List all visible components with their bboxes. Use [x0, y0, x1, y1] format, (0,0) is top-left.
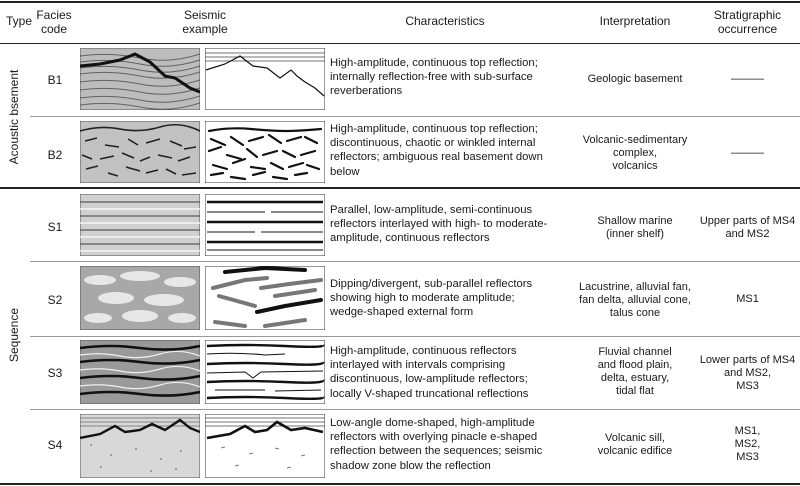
characteristics-b1-line3: reverberations [330, 85, 403, 98]
stratigraphic-s1-line2: and MS2 [725, 228, 770, 240]
interpretation-b1 [575, 73, 695, 86]
seismic-image-s3 [80, 340, 200, 404]
header-facies-code [34, 8, 74, 36]
row-divider-s1-s2 [30, 261, 800, 262]
characteristics-s1-line2: reflectors interlayed with high- to moderate- [330, 218, 548, 231]
stratigraphic-s3-line1: Lower parts of MS4 [699, 354, 796, 366]
stratigraphic-s2 [695, 293, 800, 306]
top-rule [0, 1, 800, 3]
facies-code-s1: S1 [47, 220, 63, 234]
characteristics-s1-line3: amplitude, continuous reflectors [330, 232, 490, 245]
interpretation-s2 [575, 281, 695, 320]
characteristics-s4 [330, 416, 570, 473]
header-facies-line1: Facies [36, 8, 72, 22]
interpretation-s1-line1: Shallow marine [597, 215, 673, 227]
header-stratigraphic [695, 8, 800, 36]
seismic-drawing-b1 [205, 48, 325, 110]
stratigraphic-s2-line1: MS1 [736, 293, 759, 305]
stratigraphic-s4-line1: MS1, [734, 425, 761, 437]
stratigraphic-b1-dash: ——— [731, 73, 764, 85]
interpretation-s4-line1: Volcanic sill, [605, 432, 665, 444]
row-divider-b1-b2 [30, 116, 800, 117]
row-divider-s3-s4 [30, 409, 800, 410]
characteristics-b2-line2: discontinuous, chaotic or winkled internal [330, 137, 536, 150]
interpretation-s3-line3: delta, estuary, [600, 372, 670, 384]
characteristics-b2 [330, 122, 570, 179]
facies-code-b1: B1 [47, 73, 63, 87]
header-interpretation: Interpretation [599, 14, 671, 28]
header-rule [0, 43, 800, 44]
seismic-image-s2 [80, 266, 200, 330]
seismic-image-b2 [80, 121, 200, 183]
characteristics-b1 [330, 56, 570, 99]
header-seismic-line2: example [182, 22, 228, 36]
interpretation-b2-line3: volcanics [612, 160, 658, 172]
seismic-drawing-s2 [205, 266, 325, 330]
characteristics-s3-line4: locally V-shaped truncational reflections [330, 387, 529, 400]
seismic-image-s1 [80, 194, 200, 256]
interpretation-s3-line1: Fluvial channel [598, 346, 672, 358]
stratigraphic-b2 [695, 147, 800, 160]
row-divider-s2-s3 [30, 336, 800, 337]
characteristics-s2 [330, 277, 570, 320]
stratigraphic-b1 [695, 73, 800, 86]
stratigraphic-s3-line2: and MS2, [723, 367, 772, 379]
characteristics-s3-line2: interlayed with intervals comprising [330, 359, 506, 372]
seismic-image-b1 [80, 48, 200, 110]
stratigraphic-s4-line3: MS3 [736, 451, 759, 463]
header-seismic-line1: Seismic [183, 8, 226, 22]
facies-code-s3: S3 [47, 366, 63, 380]
stratigraphic-s1 [695, 215, 800, 241]
seismic-drawing-s1 [205, 194, 325, 256]
seismic-drawing-b2 [205, 121, 325, 183]
interpretation-b2 [575, 134, 695, 173]
stratigraphic-s4 [695, 425, 800, 464]
characteristics-b1-line1: High-amplitude, continuous top reflection; [330, 57, 538, 69]
characteristics-s1-line1: Parallel, low-amplitude, semi-continuous [330, 204, 533, 216]
interpretation-s1 [575, 215, 695, 241]
group-label-sequence: Sequence [7, 307, 21, 363]
interpretation-s2-line2: fan delta, alluvial cone, [579, 294, 691, 306]
header-characteristics: Characteristics [405, 14, 485, 28]
seismic-drawing-s4 [205, 414, 325, 478]
stratigraphic-b2-dash: ——— [731, 147, 764, 159]
bottom-rule [0, 483, 800, 485]
characteristics-s2-line2: showing high to moderate amplitude; [330, 292, 515, 305]
interpretation-s2-line3: talus cone [609, 307, 661, 319]
header-strat-line2: occurrence [717, 22, 778, 36]
characteristics-s1 [330, 203, 570, 246]
interpretation-b2-line2: complex, [612, 147, 658, 159]
stratigraphic-s4-line2: MS2, [734, 438, 761, 450]
interpretation-b1-line1: Geologic basement [587, 73, 683, 85]
header-facies-line2: code [40, 22, 68, 36]
interpretation-b2-line1: Volcanic-sedimentary [582, 134, 688, 146]
header-strat-line1: Stratigraphic [713, 8, 782, 22]
facies-code-s2: S2 [47, 293, 63, 307]
characteristics-b2-line4: below [330, 165, 360, 178]
characteristics-s4-line4: shadow zone blow the reflection [330, 459, 491, 472]
characteristics-s3-line1: High-amplitude, continuous reflectors [330, 345, 517, 357]
facies-code-b2: B2 [47, 148, 63, 162]
interpretation-s3-line4: tidal flat [616, 385, 654, 397]
characteristics-b2-line1: High-amplitude, continuous top reflection; [330, 123, 538, 135]
stratigraphic-s3 [695, 354, 800, 393]
group-label-acoustic: Acoustic bsement [7, 69, 21, 165]
interpretation-s3 [575, 346, 695, 398]
interpretation-s1-line2: (inner shelf) [605, 228, 665, 240]
header-type: Type [5, 14, 32, 28]
characteristics-s3 [330, 344, 570, 401]
seismic-drawing-s3 [205, 340, 325, 404]
interpretation-s4-line2: volcanic edifice [597, 445, 673, 457]
characteristics-b2-line3: reflectors; ambiguous real basement down [330, 151, 543, 164]
interpretation-s3-line2: and flood plain, [597, 359, 673, 371]
interpretation-s2-line1: Lacustrine, alluvial fan, [579, 281, 691, 293]
stratigraphic-s1-line1: Upper parts of MS4 [699, 215, 796, 227]
characteristics-s4-line1: Low-angle dome-shaped, high-amplitude [330, 417, 535, 429]
seismic-image-s4 [80, 414, 200, 478]
interpretation-s4 [575, 432, 695, 458]
characteristics-b1-line2: internally reflection-free with sub-surface [330, 71, 533, 84]
group-divider-rule [0, 187, 800, 189]
stratigraphic-s3-line3: MS3 [736, 380, 759, 392]
characteristics-s2-line1: Dipping/divergent, sub-parallel reflectors [330, 278, 533, 290]
facies-code-s4: S4 [47, 438, 63, 452]
characteristics-s2-line3: wedge-shaped external form [330, 306, 474, 319]
characteristics-s4-line3: reflection between the sequences; seismic [330, 445, 543, 458]
header-seismic-example [150, 8, 260, 36]
characteristics-s3-line3: discontinuous, low-amplitude reflectors; [330, 373, 528, 386]
characteristics-s4-line2: reflectors with overlying pinacle e-shaped [330, 431, 538, 444]
